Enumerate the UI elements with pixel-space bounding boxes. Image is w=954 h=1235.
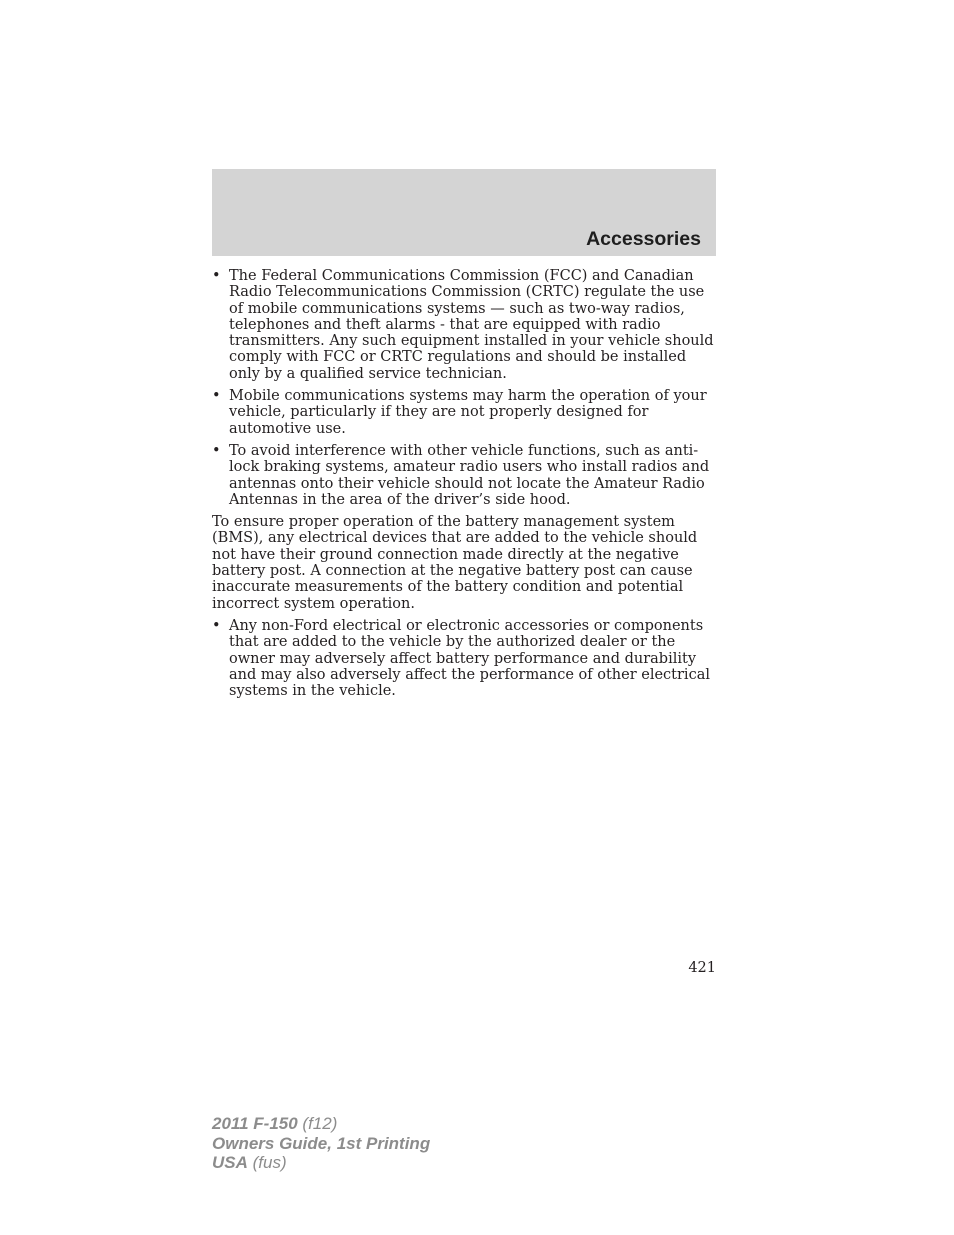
footer-market: USA <box>212 1153 248 1172</box>
document-footer <box>212 1114 430 1173</box>
bullet-text: Any non-Ford electrical or electronic accessories or components that are added to the vehicle by the authorized dealer or the owner may adversely affect battery performance and durability and may also adversely affect the performance of other electrical systems in the vehicle. <box>229 617 710 700</box>
footer-guide: Owners Guide, 1st Printing <box>212 1133 431 1153</box>
bullet-item <box>212 388 716 437</box>
bullet-item <box>212 268 716 382</box>
body-paragraph: To ensure proper operation of the battery management system (BMS), any electrical devices that are added to the vehicle should not have their ground connection made directly at the negative battery post. A connection at the negative battery post can cause inaccurate measurements of the battery condition and potential incorrect system operation. <box>212 514 698 612</box>
section-title: Accessories <box>586 228 701 250</box>
bullet-icon: • <box>212 268 221 284</box>
bullet-text: To avoid interference with other vehicle functions, such as anti-lock braking systems, amateur radio users who install radios and antennas onto their vehicle should not locate the Amateur Radio Antennas in the area of the driver’s side hood. <box>229 442 710 508</box>
footer-line-guide <box>212 1134 430 1154</box>
footer-line-market <box>212 1153 430 1173</box>
bullet-text: Mobile communications systems may harm the operation of your vehicle, particularly if they are not properly designed for automotive use. <box>229 388 707 437</box>
page-content <box>212 268 716 705</box>
bullet-list-2 <box>212 618 716 699</box>
page-number: 421 <box>688 960 716 976</box>
bullet-icon: • <box>212 617 221 634</box>
bullet-list-1 <box>212 268 716 508</box>
footer-market-code: (fus) <box>247 1153 287 1172</box>
bullet-item <box>212 618 716 699</box>
section-header-band <box>212 169 716 256</box>
footer-line-model <box>212 1114 430 1134</box>
bullet-icon: • <box>212 442 221 459</box>
bullet-icon: • <box>212 388 221 405</box>
footer-model-code: (f12) <box>297 1114 338 1133</box>
bullet-text: The Federal Communications Commission (FCC) and Canadian Radio Telecommunications Commission (CRTC) regulate the use of mobile communications systems — such as two-way radios, telephones and theft alarms - that are equipped with radio transmitters. Any such equipment installed in your vehicle should comply with FCC or CRTC regulations and should be installed only by a qualified service technician. <box>229 268 714 382</box>
footer-model: 2011 F-150 <box>212 1114 298 1133</box>
bullet-item <box>212 443 716 508</box>
